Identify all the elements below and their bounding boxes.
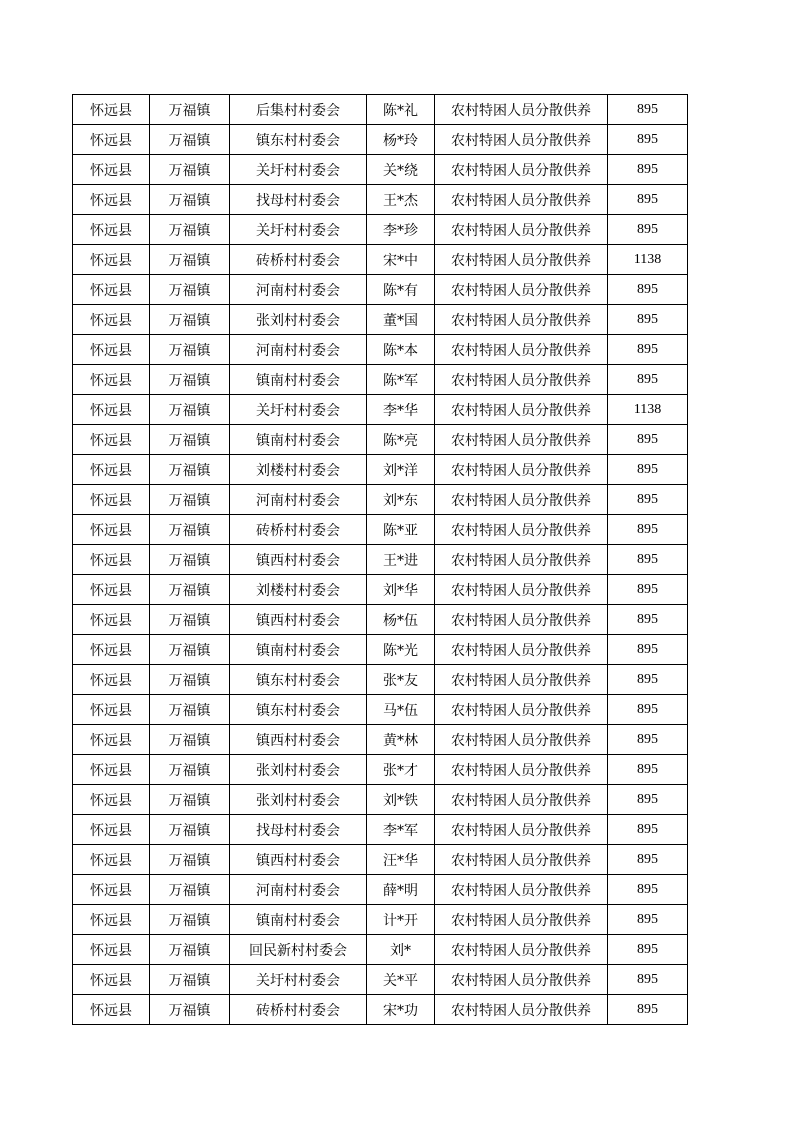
category-cell: 农村特困人员分散供养 bbox=[435, 635, 608, 665]
table-row bbox=[73, 155, 688, 185]
amount-cell: 895 bbox=[608, 695, 688, 725]
category-cell: 农村特困人员分散供养 bbox=[435, 785, 608, 815]
village-cell: 镇南村村委会 bbox=[230, 425, 367, 455]
table-row bbox=[73, 995, 688, 1025]
table-row bbox=[73, 845, 688, 875]
amount-cell: 895 bbox=[608, 125, 688, 155]
town-cell: 万福镇 bbox=[150, 245, 230, 275]
village-cell: 河南村村委会 bbox=[230, 875, 367, 905]
county-cell: 怀远县 bbox=[73, 455, 150, 485]
county-cell: 怀远县 bbox=[73, 815, 150, 845]
county-cell: 怀远县 bbox=[73, 995, 150, 1025]
category-cell: 农村特困人员分散供养 bbox=[435, 395, 608, 425]
name-cell: 黄*林 bbox=[367, 725, 435, 755]
county-cell: 怀远县 bbox=[73, 575, 150, 605]
beneficiary-table-body bbox=[73, 95, 688, 1025]
county-cell: 怀远县 bbox=[73, 905, 150, 935]
town-cell: 万福镇 bbox=[150, 725, 230, 755]
town-cell: 万福镇 bbox=[150, 995, 230, 1025]
name-cell: 李*华 bbox=[367, 395, 435, 425]
table-row bbox=[73, 425, 688, 455]
category-cell: 农村特困人员分散供养 bbox=[435, 455, 608, 485]
amount-cell: 895 bbox=[608, 455, 688, 485]
town-cell: 万福镇 bbox=[150, 95, 230, 125]
amount-cell: 895 bbox=[608, 725, 688, 755]
amount-cell: 895 bbox=[608, 275, 688, 305]
town-cell: 万福镇 bbox=[150, 305, 230, 335]
amount-cell: 895 bbox=[608, 425, 688, 455]
name-cell: 宋*中 bbox=[367, 245, 435, 275]
amount-cell: 895 bbox=[608, 995, 688, 1025]
village-cell: 镇东村村委会 bbox=[230, 125, 367, 155]
county-cell: 怀远县 bbox=[73, 395, 150, 425]
village-cell: 镇西村村委会 bbox=[230, 545, 367, 575]
county-cell: 怀远县 bbox=[73, 215, 150, 245]
table-row bbox=[73, 605, 688, 635]
county-cell: 怀远县 bbox=[73, 425, 150, 455]
village-cell: 砖桥村村委会 bbox=[230, 245, 367, 275]
table-row bbox=[73, 785, 688, 815]
category-cell: 农村特困人员分散供养 bbox=[435, 605, 608, 635]
name-cell: 陈*有 bbox=[367, 275, 435, 305]
village-cell: 镇南村村委会 bbox=[230, 905, 367, 935]
village-cell: 镇西村村委会 bbox=[230, 725, 367, 755]
town-cell: 万福镇 bbox=[150, 215, 230, 245]
category-cell: 农村特困人员分散供养 bbox=[435, 965, 608, 995]
village-cell: 刘楼村村委会 bbox=[230, 575, 367, 605]
category-cell: 农村特困人员分散供养 bbox=[435, 425, 608, 455]
amount-cell: 1138 bbox=[608, 245, 688, 275]
name-cell: 汪*华 bbox=[367, 845, 435, 875]
town-cell: 万福镇 bbox=[150, 125, 230, 155]
county-cell: 怀远县 bbox=[73, 725, 150, 755]
county-cell: 怀远县 bbox=[73, 185, 150, 215]
amount-cell: 895 bbox=[608, 965, 688, 995]
amount-cell: 895 bbox=[608, 485, 688, 515]
town-cell: 万福镇 bbox=[150, 365, 230, 395]
table-row bbox=[73, 815, 688, 845]
category-cell: 农村特困人员分散供养 bbox=[435, 245, 608, 275]
amount-cell: 895 bbox=[608, 365, 688, 395]
category-cell: 农村特困人员分散供养 bbox=[435, 275, 608, 305]
name-cell: 刘*洋 bbox=[367, 455, 435, 485]
category-cell: 农村特困人员分散供养 bbox=[435, 935, 608, 965]
county-cell: 怀远县 bbox=[73, 515, 150, 545]
county-cell: 怀远县 bbox=[73, 635, 150, 665]
table-row bbox=[73, 905, 688, 935]
town-cell: 万福镇 bbox=[150, 275, 230, 305]
village-cell: 关圩村村委会 bbox=[230, 395, 367, 425]
town-cell: 万福镇 bbox=[150, 665, 230, 695]
amount-cell: 895 bbox=[608, 155, 688, 185]
county-cell: 怀远县 bbox=[73, 365, 150, 395]
category-cell: 农村特困人员分散供养 bbox=[435, 155, 608, 185]
county-cell: 怀远县 bbox=[73, 755, 150, 785]
village-cell: 张刘村村委会 bbox=[230, 305, 367, 335]
county-cell: 怀远县 bbox=[73, 305, 150, 335]
table-row bbox=[73, 95, 688, 125]
village-cell: 后集村村委会 bbox=[230, 95, 367, 125]
town-cell: 万福镇 bbox=[150, 815, 230, 845]
town-cell: 万福镇 bbox=[150, 425, 230, 455]
town-cell: 万福镇 bbox=[150, 755, 230, 785]
name-cell: 宋*功 bbox=[367, 995, 435, 1025]
category-cell: 农村特困人员分散供养 bbox=[435, 845, 608, 875]
amount-cell: 895 bbox=[608, 905, 688, 935]
town-cell: 万福镇 bbox=[150, 695, 230, 725]
amount-cell: 895 bbox=[608, 335, 688, 365]
name-cell: 刘* bbox=[367, 935, 435, 965]
table-row bbox=[73, 665, 688, 695]
amount-cell: 895 bbox=[608, 95, 688, 125]
category-cell: 农村特困人员分散供养 bbox=[435, 725, 608, 755]
name-cell: 陈*亮 bbox=[367, 425, 435, 455]
table-row bbox=[73, 695, 688, 725]
category-cell: 农村特困人员分散供养 bbox=[435, 515, 608, 545]
town-cell: 万福镇 bbox=[150, 485, 230, 515]
amount-cell: 895 bbox=[608, 755, 688, 785]
village-cell: 砖桥村村委会 bbox=[230, 515, 367, 545]
category-cell: 农村特困人员分散供养 bbox=[435, 875, 608, 905]
table-row bbox=[73, 215, 688, 245]
table-row bbox=[73, 515, 688, 545]
county-cell: 怀远县 bbox=[73, 545, 150, 575]
name-cell: 李*珍 bbox=[367, 215, 435, 245]
name-cell: 李*军 bbox=[367, 815, 435, 845]
town-cell: 万福镇 bbox=[150, 905, 230, 935]
amount-cell: 895 bbox=[608, 845, 688, 875]
category-cell: 农村特困人员分散供养 bbox=[435, 95, 608, 125]
table-row bbox=[73, 875, 688, 905]
village-cell: 关圩村村委会 bbox=[230, 155, 367, 185]
village-cell: 关圩村村委会 bbox=[230, 965, 367, 995]
amount-cell: 895 bbox=[608, 185, 688, 215]
amount-cell: 895 bbox=[608, 785, 688, 815]
name-cell: 薛*明 bbox=[367, 875, 435, 905]
table-row bbox=[73, 365, 688, 395]
category-cell: 农村特困人员分散供养 bbox=[435, 995, 608, 1025]
county-cell: 怀远县 bbox=[73, 845, 150, 875]
amount-cell: 895 bbox=[608, 665, 688, 695]
category-cell: 农村特困人员分散供养 bbox=[435, 755, 608, 785]
county-cell: 怀远县 bbox=[73, 875, 150, 905]
county-cell: 怀远县 bbox=[73, 485, 150, 515]
table-row bbox=[73, 545, 688, 575]
table-row bbox=[73, 935, 688, 965]
category-cell: 农村特困人员分散供养 bbox=[435, 545, 608, 575]
village-cell: 河南村村委会 bbox=[230, 275, 367, 305]
amount-cell: 895 bbox=[608, 515, 688, 545]
town-cell: 万福镇 bbox=[150, 335, 230, 365]
town-cell: 万福镇 bbox=[150, 515, 230, 545]
village-cell: 河南村村委会 bbox=[230, 335, 367, 365]
amount-cell: 895 bbox=[608, 605, 688, 635]
county-cell: 怀远县 bbox=[73, 665, 150, 695]
amount-cell: 1138 bbox=[608, 395, 688, 425]
amount-cell: 895 bbox=[608, 875, 688, 905]
town-cell: 万福镇 bbox=[150, 785, 230, 815]
town-cell: 万福镇 bbox=[150, 935, 230, 965]
table-row bbox=[73, 125, 688, 155]
category-cell: 农村特困人员分散供养 bbox=[435, 695, 608, 725]
category-cell: 农村特困人员分散供养 bbox=[435, 185, 608, 215]
village-cell: 找母村村委会 bbox=[230, 185, 367, 215]
amount-cell: 895 bbox=[608, 575, 688, 605]
name-cell: 关*平 bbox=[367, 965, 435, 995]
amount-cell: 895 bbox=[608, 635, 688, 665]
name-cell: 计*开 bbox=[367, 905, 435, 935]
name-cell: 陈*本 bbox=[367, 335, 435, 365]
village-cell: 刘楼村村委会 bbox=[230, 455, 367, 485]
county-cell: 怀远县 bbox=[73, 935, 150, 965]
village-cell: 镇南村村委会 bbox=[230, 635, 367, 665]
village-cell: 张刘村村委会 bbox=[230, 755, 367, 785]
name-cell: 王*杰 bbox=[367, 185, 435, 215]
county-cell: 怀远县 bbox=[73, 95, 150, 125]
village-cell: 镇西村村委会 bbox=[230, 605, 367, 635]
amount-cell: 895 bbox=[608, 935, 688, 965]
category-cell: 农村特困人员分散供养 bbox=[435, 125, 608, 155]
name-cell: 马*伍 bbox=[367, 695, 435, 725]
name-cell: 张*才 bbox=[367, 755, 435, 785]
county-cell: 怀远县 bbox=[73, 125, 150, 155]
town-cell: 万福镇 bbox=[150, 965, 230, 995]
village-cell: 镇东村村委会 bbox=[230, 695, 367, 725]
county-cell: 怀远县 bbox=[73, 605, 150, 635]
village-cell: 张刘村村委会 bbox=[230, 785, 367, 815]
village-cell: 镇东村村委会 bbox=[230, 665, 367, 695]
amount-cell: 895 bbox=[608, 215, 688, 245]
town-cell: 万福镇 bbox=[150, 845, 230, 875]
county-cell: 怀远县 bbox=[73, 275, 150, 305]
name-cell: 陈*礼 bbox=[367, 95, 435, 125]
name-cell: 刘*铁 bbox=[367, 785, 435, 815]
table-row bbox=[73, 455, 688, 485]
category-cell: 农村特困人员分散供养 bbox=[435, 905, 608, 935]
town-cell: 万福镇 bbox=[150, 575, 230, 605]
amount-cell: 895 bbox=[608, 305, 688, 335]
table-row bbox=[73, 395, 688, 425]
town-cell: 万福镇 bbox=[150, 545, 230, 575]
category-cell: 农村特困人员分散供养 bbox=[435, 215, 608, 245]
county-cell: 怀远县 bbox=[73, 965, 150, 995]
table-row bbox=[73, 965, 688, 995]
table-row bbox=[73, 185, 688, 215]
name-cell: 陈*亚 bbox=[367, 515, 435, 545]
village-cell: 砖桥村村委会 bbox=[230, 995, 367, 1025]
county-cell: 怀远县 bbox=[73, 335, 150, 365]
town-cell: 万福镇 bbox=[150, 605, 230, 635]
category-cell: 农村特困人员分散供养 bbox=[435, 365, 608, 395]
county-cell: 怀远县 bbox=[73, 245, 150, 275]
table-row bbox=[73, 755, 688, 785]
county-cell: 怀远县 bbox=[73, 785, 150, 815]
amount-cell: 895 bbox=[608, 545, 688, 575]
beneficiary-table bbox=[72, 94, 688, 1025]
town-cell: 万福镇 bbox=[150, 635, 230, 665]
town-cell: 万福镇 bbox=[150, 185, 230, 215]
category-cell: 农村特困人员分散供养 bbox=[435, 335, 608, 365]
village-cell: 镇南村村委会 bbox=[230, 365, 367, 395]
table-row bbox=[73, 275, 688, 305]
table-row bbox=[73, 635, 688, 665]
table-row bbox=[73, 725, 688, 755]
name-cell: 张*友 bbox=[367, 665, 435, 695]
county-cell: 怀远县 bbox=[73, 155, 150, 185]
county-cell: 怀远县 bbox=[73, 695, 150, 725]
name-cell: 董*国 bbox=[367, 305, 435, 335]
village-cell: 找母村村委会 bbox=[230, 815, 367, 845]
town-cell: 万福镇 bbox=[150, 875, 230, 905]
table-row bbox=[73, 335, 688, 365]
amount-cell: 895 bbox=[608, 815, 688, 845]
category-cell: 农村特困人员分散供养 bbox=[435, 485, 608, 515]
town-cell: 万福镇 bbox=[150, 455, 230, 485]
table-row bbox=[73, 305, 688, 335]
village-cell: 回民新村村委会 bbox=[230, 935, 367, 965]
category-cell: 农村特困人员分散供养 bbox=[435, 665, 608, 695]
village-cell: 关圩村村委会 bbox=[230, 215, 367, 245]
name-cell: 陈*军 bbox=[367, 365, 435, 395]
name-cell: 刘*东 bbox=[367, 485, 435, 515]
category-cell: 农村特困人员分散供养 bbox=[435, 815, 608, 845]
name-cell: 关*绕 bbox=[367, 155, 435, 185]
table-row bbox=[73, 485, 688, 515]
name-cell: 刘*华 bbox=[367, 575, 435, 605]
village-cell: 河南村村委会 bbox=[230, 485, 367, 515]
category-cell: 农村特困人员分散供养 bbox=[435, 305, 608, 335]
name-cell: 杨*玲 bbox=[367, 125, 435, 155]
table-row bbox=[73, 245, 688, 275]
town-cell: 万福镇 bbox=[150, 395, 230, 425]
table-row bbox=[73, 575, 688, 605]
town-cell: 万福镇 bbox=[150, 155, 230, 185]
name-cell: 陈*光 bbox=[367, 635, 435, 665]
village-cell: 镇西村村委会 bbox=[230, 845, 367, 875]
category-cell: 农村特困人员分散供养 bbox=[435, 575, 608, 605]
name-cell: 杨*伍 bbox=[367, 605, 435, 635]
name-cell: 王*进 bbox=[367, 545, 435, 575]
